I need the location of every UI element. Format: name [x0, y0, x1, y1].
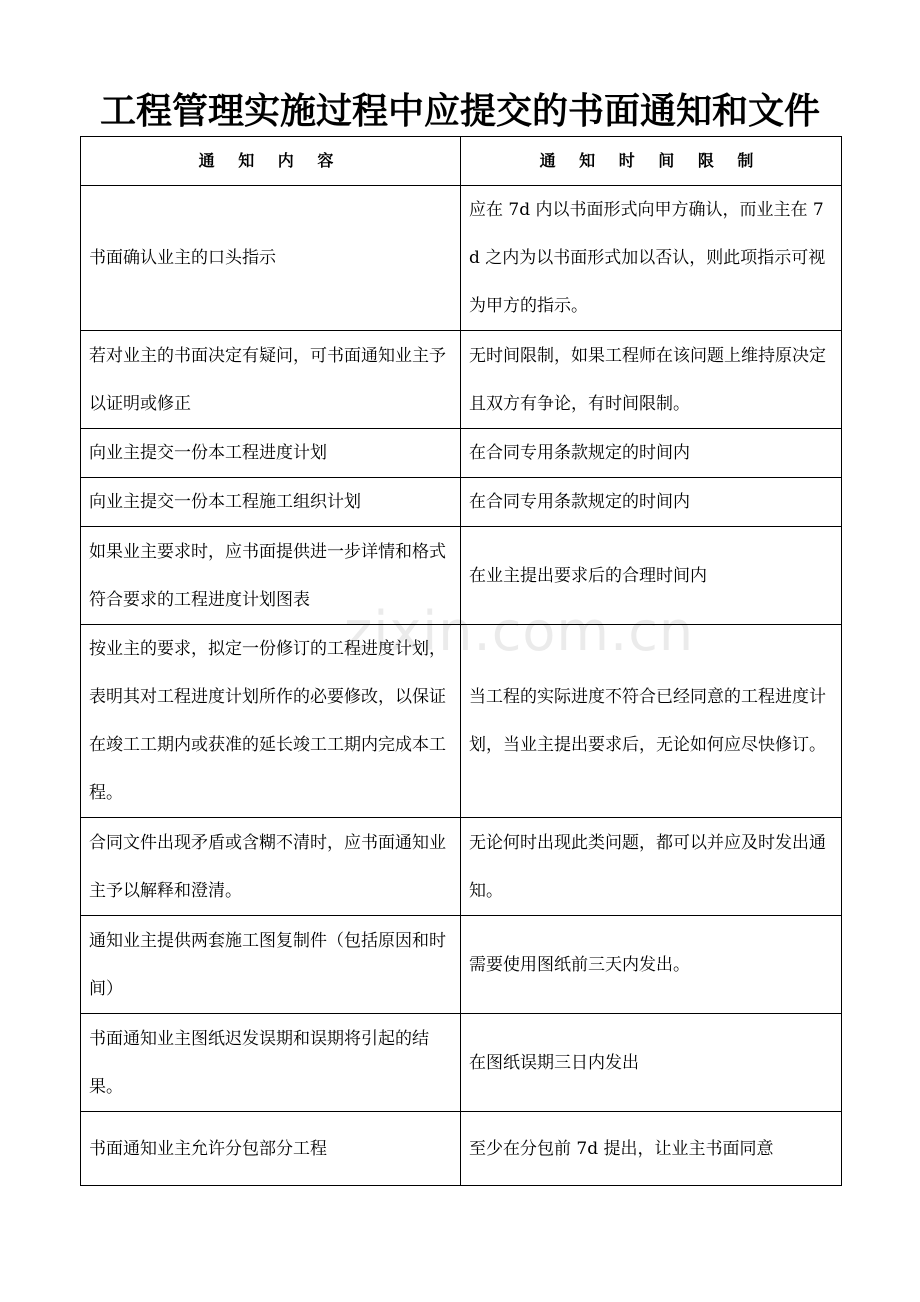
time-limit-cell: 无论何时出现此类问题，都可以并应及时发出通知。 — [461, 818, 842, 916]
table-row — [81, 429, 842, 478]
notice-content-cell: 合同文件出现矛盾或含糊不清时，应书面通知业主予以解释和澄清。 — [81, 818, 461, 916]
table-row — [81, 916, 842, 1014]
time-limit-cell: 在合同专用条款规定的时间内 — [461, 478, 842, 527]
table-row — [81, 1112, 842, 1186]
table-row — [81, 527, 842, 625]
table-row — [81, 331, 842, 429]
time-limit-cell: 至少在分包前 7d 提出，让业主书面同意 — [461, 1112, 842, 1186]
time-limit-cell: 在合同专用条款规定的时间内 — [461, 429, 842, 478]
notice-content-cell: 按业主的要求，拟定一份修订的工程进度计划，表明其对工程进度计划所作的必要修改，以保证在竣工工期内或获准的延长竣工工期内完成本工程。 — [81, 625, 461, 818]
table-row — [81, 1014, 842, 1112]
notice-content-cell: 书面确认业主的口头指示 — [81, 186, 461, 331]
table-row — [81, 478, 842, 527]
notice-content-cell: 如果业主要求时，应书面提供进一步详情和格式符合要求的工程进度计划图表 — [81, 527, 461, 625]
notice-table — [80, 136, 842, 1186]
time-limit-cell: 在业主提出要求后的合理时间内 — [461, 527, 842, 625]
notice-content-cell: 向业主提交一份本工程施工组织计划 — [81, 478, 461, 527]
notice-content-cell: 向业主提交一份本工程进度计划 — [81, 429, 461, 478]
table-header-row — [81, 137, 842, 186]
notice-content-cell: 书面通知业主图纸迟发误期和误期将引起的结果。 — [81, 1014, 461, 1112]
notice-content-cell: 通知业主提供两套施工图复制件（包括原因和时间） — [81, 916, 461, 1014]
table-row — [81, 186, 842, 331]
time-limit-cell: 当工程的实际进度不符合已经同意的工程进度计划，当业主提出要求后，无论如何应尽快修订。 — [461, 625, 842, 818]
watermark: zixin.com.cn — [344, 600, 695, 663]
time-limit-cell: 需要使用图纸前三天内发出。 — [461, 916, 842, 1014]
time-limit-cell: 无时间限制，如果工程师在该问题上维持原决定且双方有争论，有时间限制。 — [461, 331, 842, 429]
document-title: 工程管理实施过程中应提交的书面通知和文件 — [99, 90, 820, 132]
table-row — [81, 625, 842, 818]
notice-content-cell: 若对业主的书面决定有疑问，可书面通知业主予以证明或修正 — [81, 331, 461, 429]
notice-content-cell: 书面通知业主允许分包部分工程 — [81, 1112, 461, 1186]
header-notice-content: 通 知 内 容 — [81, 137, 461, 186]
time-limit-cell: 在图纸误期三日内发出 — [461, 1014, 842, 1112]
table-row — [81, 818, 842, 916]
time-limit-cell: 应在 7d 内以书面形式向甲方确认，而业主在 7d 之内为以书面形式加以否认，则此项指示可视为甲方的指示。 — [461, 186, 842, 331]
header-time-limit: 通 知 时 间 限 制 — [461, 137, 842, 186]
